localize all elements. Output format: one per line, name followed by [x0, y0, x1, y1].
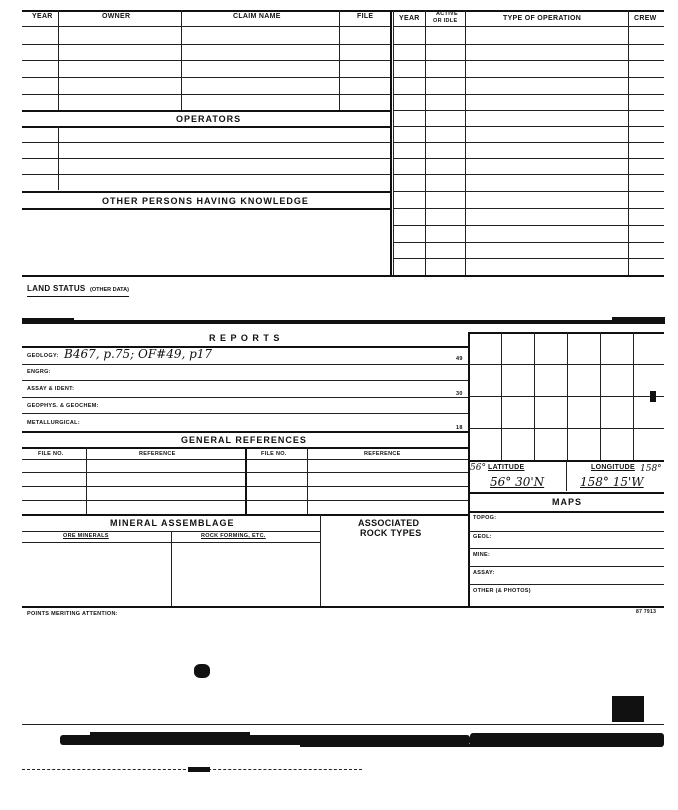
maps-geol: GEOL: — [473, 534, 492, 540]
rock-forming-header: ROCK FORMING, ETC. — [201, 533, 266, 539]
form-number: 87 7913 — [636, 609, 657, 615]
operators-title: OPERATORS — [176, 114, 242, 124]
report-num-geology: 49 — [456, 356, 463, 362]
maps-mine: MINE: — [473, 552, 491, 558]
general-references-title: GENERAL REFERENCES — [181, 435, 307, 445]
other-persons-title: OTHER PERSONS HAVING KNOWLEDGE — [102, 196, 309, 206]
lat-prefix: 56° — [470, 463, 486, 473]
scan-mark — [650, 391, 656, 402]
land-status-subtitle: (OTHER DATA) — [90, 287, 129, 293]
report-label-metallurgical: METALLURGICAL: — [27, 420, 80, 426]
points-meriting-attention: POINTS MERITING ATTENTION: — [27, 611, 118, 617]
header-year: YEAR — [32, 13, 53, 20]
header-file: FILE — [357, 13, 374, 20]
mineral-assemblage-title: MINERAL ASSEMBLAGE — [110, 518, 235, 528]
header-active: ACTIVE — [436, 11, 458, 17]
associated-rock-types-line2: ROCK TYPES — [360, 528, 422, 538]
header-owner: OWNER — [102, 13, 131, 20]
header-type-of-operation: TYPE OF OPERATION — [503, 15, 582, 22]
ore-minerals-header: ORE MINERALS — [63, 533, 109, 539]
header-claim-name: CLAIM NAME — [233, 13, 281, 20]
gr-header-reference-2: REFERENCE — [364, 451, 401, 457]
land-status-title: LAND STATUS — [27, 284, 86, 293]
associated-rock-types-line1: ASSOCIATED — [358, 518, 420, 528]
gr-header-file-no-2: FILE NO. — [261, 451, 287, 457]
header-ops-year: YEAR — [399, 15, 420, 22]
gr-header-reference: REFERENCE — [139, 451, 176, 457]
report-label-engrg: ENGRG: — [27, 369, 51, 375]
report-value-geology: B467, p.75; OF#49, p17 — [64, 347, 213, 361]
maps-other: OTHER (& PHOTOS) — [473, 588, 531, 594]
maps-topog: TOPOG: — [473, 515, 497, 521]
latitude-label: LATITUDE — [488, 464, 525, 471]
report-num-metallurgical: 18 — [456, 425, 463, 431]
gr-header-file-no: FILE NO. — [38, 451, 64, 457]
report-label-geology: GEOLOGY: — [27, 353, 59, 359]
report-num-assay: 30 — [456, 391, 463, 397]
latitude-value: 56° 30'N — [490, 475, 545, 489]
report-label-assay: ASSAY & IDENT: — [27, 386, 75, 392]
maps-assay: ASSAY: — [473, 570, 495, 576]
scan-smudge-bar — [22, 320, 665, 324]
longitude-label: LONGITUDE — [591, 464, 635, 471]
report-label-geophys: GEOPHYS. & GEOCHEM: — [27, 403, 99, 409]
header-crew: CREW — [634, 15, 657, 22]
header-or-idle: OR IDLE — [433, 18, 458, 24]
maps-title: MAPS — [552, 497, 583, 507]
longitude-value: 158° 15'W — [580, 475, 644, 489]
land-status — [27, 278, 129, 297]
reports-title: R E P O R T S — [209, 333, 281, 343]
lon-suffix: 158° — [640, 464, 662, 474]
